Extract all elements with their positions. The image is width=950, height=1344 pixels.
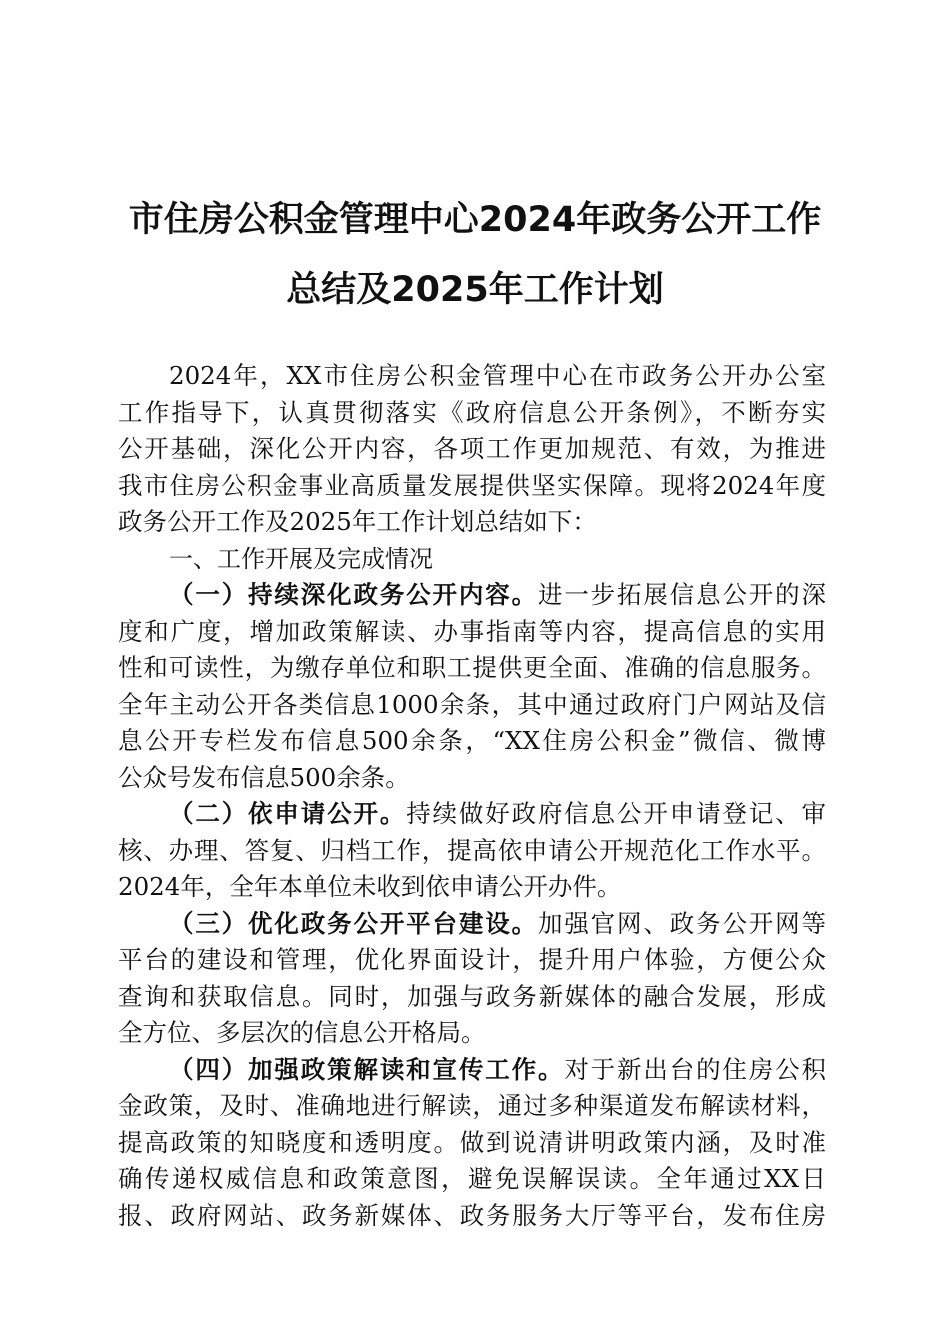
- document-body: [118, 358, 826, 1234]
- subsection-text: 进一步拓展信息公开的深: [537, 580, 826, 609]
- intro-line: 2024年，XX市住房公积金管理中心在市政务公开办公室: [169, 361, 826, 390]
- subsection-text: 对于新出台的住房公积: [564, 1054, 826, 1084]
- paragraph-line: 性和可读性，为缴存单位和职工提供更全面、准确的信息服务。: [118, 653, 826, 682]
- subsection-first-line: [118, 906, 826, 943]
- paragraph-line: 全年主动公开各类信息1000余条，其中通过政府门户网站及信: [118, 689, 826, 719]
- intro-line: 工作指导下，认真贯彻落实《政府信息公开条例》，不断夯实: [118, 397, 826, 427]
- intro-line: 政务公开工作及2025年工作计划总结如下：: [118, 507, 597, 536]
- paragraph-line: 度和广度，增加政策解读、办事指南等内容，提高信息的实用: [118, 616, 826, 646]
- paragraph-line: 提高政策的知晓度和透明度。做到说清讲明政策内涵，及时准: [118, 1127, 826, 1157]
- intro-line: 公开基础，深化公开内容，各项工作更加规范、有效，为推进: [118, 434, 826, 463]
- subsection-text: 加强官网、政务公开网等: [537, 908, 826, 938]
- paragraph-line: 金政策，及时、准确地进行解读，通过多种渠道发布解读材料，: [118, 1091, 826, 1120]
- document-title-line-2: 总结及2025年工作计划: [286, 270, 664, 310]
- subsection-lead: （一）持续深化政务公开内容。: [169, 580, 538, 609]
- paragraph-line: 确传递权威信息和政策意图，避免误解误读。全年通过XX日: [118, 1164, 826, 1193]
- paragraph-line: 查询和获取信息。同时，加强与政务新媒体的融合发展，形成: [118, 981, 826, 1011]
- document-title-line-1: 市住房公积金管理中心2024年政务公开工作: [128, 200, 822, 240]
- paragraph-line: 核、办理、答复、归档工作，提高依申请公开规范化工作水平。: [118, 835, 826, 865]
- paragraph-line: 公众号发布信息500余条。: [118, 762, 410, 792]
- intro-line: 我市住房公积金事业高质量发展提供坚实保障。现将2024年度: [118, 470, 826, 500]
- subsection-first-line: [118, 1052, 826, 1089]
- paragraph-line: 全方位、多层次的信息公开格局。: [118, 1018, 486, 1047]
- subsection-text: 持续做好政府信息公开申请登记、审: [406, 799, 826, 828]
- subsection-lead: （二）依申请公开。: [169, 799, 407, 828]
- subsection-lead: （四）加强政策解读和宣传工作。: [169, 1054, 565, 1084]
- subsection-lead: （三）优化政务公开平台建设。: [169, 908, 538, 938]
- paragraph-line: 平台的建设和管理，优化界面设计，提升用户体验，方便公众: [118, 945, 826, 974]
- paragraph-line: 报、政府网站、政务新媒体、政务服务大厅等平台，发布住房: [118, 1200, 826, 1230]
- paragraph-line: 2024年，全年本单位未收到依申请公开办件。: [118, 872, 622, 901]
- subsection-first-line: [118, 577, 826, 614]
- paragraph-line: 息公开专栏发布信息500余条，“XX住房公积金”微信、微博: [118, 726, 826, 755]
- section-heading: 一、工作开展及完成情况: [169, 544, 433, 573]
- subsection-first-line: [118, 796, 826, 833]
